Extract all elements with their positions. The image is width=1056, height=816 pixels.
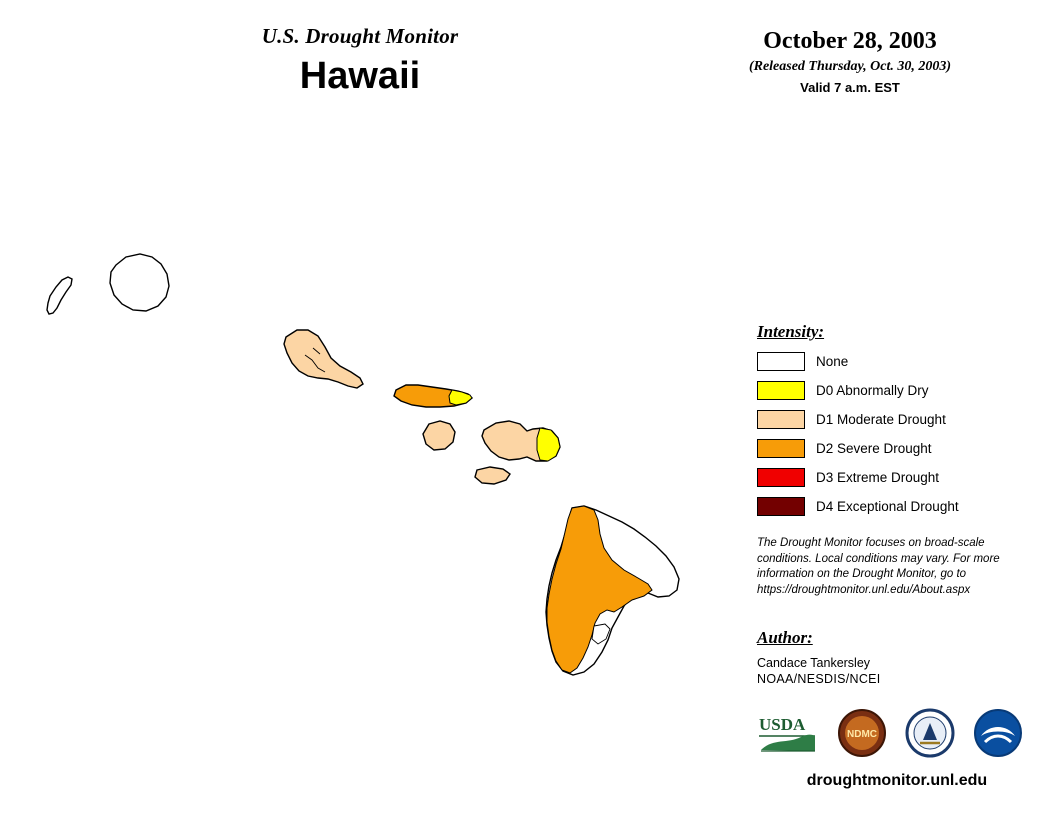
disclaimer-text: The Drought Monitor focuses on broad-scale conditions. Local conditions may vary. For more information on the Drought Monitor, go to https://droughtmonitor.unl.edu/About.aspx: [757, 537, 1000, 596]
legend-item-d1: [757, 408, 1037, 431]
legend-swatch-d3: [757, 468, 805, 487]
molokai-d0-east: [449, 390, 472, 405]
island-kahoolawe: [475, 467, 510, 484]
legend: [757, 322, 1037, 524]
author-name: Candace Tankersley: [757, 656, 871, 670]
legend-swatch-d1: [757, 410, 805, 429]
footer-url[interactable]: droughtmonitor.unl.edu: [806, 772, 988, 789]
author-block: [757, 628, 1027, 686]
author-title: Author:: [757, 628, 813, 647]
svg-text:NDMC: NDMC: [847, 728, 877, 740]
legend-item-d2: [757, 437, 1037, 460]
hawaii-drought-map: [0, 120, 740, 720]
legend-label-d2: D2 Severe Drought: [816, 441, 932, 456]
map-date: October 28, 2003: [763, 28, 937, 54]
release-date: (Released Thursday, Oct. 30, 2003): [748, 59, 952, 74]
island-kauai: [110, 254, 169, 311]
legend-swatch-d4: [757, 497, 805, 516]
svg-text:USDA: USDA: [759, 714, 806, 734]
legend-item-d3: [757, 466, 1037, 489]
legend-label-d4: D4 Exceptional Drought: [816, 499, 959, 514]
legend-label-d0: D0 Abnormally Dry: [816, 383, 929, 398]
legend-item-d4: [757, 495, 1037, 518]
legend-label-d3: D3 Extreme Drought: [816, 470, 940, 485]
island-niihau: [47, 277, 72, 314]
legend-swatch-d2: [757, 439, 805, 458]
noaa-logo: [973, 708, 1023, 763]
legend-label-d1: D1 Moderate Drought: [816, 412, 946, 427]
title-block: [150, 24, 570, 98]
legend-swatch-none: [757, 352, 805, 371]
noaa-seal-logo: [905, 708, 955, 763]
logo-row: [757, 706, 1037, 764]
ndmc-logo: [837, 708, 887, 763]
valid-time: Valid 7 a.m. EST: [800, 80, 900, 95]
page-title: U.S. Drought Monitor: [261, 24, 459, 48]
legend-item-none: [757, 350, 1037, 373]
legend-title: Intensity:: [757, 322, 825, 341]
legend-item-d0: [757, 379, 1037, 402]
date-block: [680, 28, 1020, 95]
usda-logo: [757, 710, 819, 761]
legend-label-none: None: [816, 354, 849, 369]
island-lanai: [423, 421, 455, 450]
legend-swatch-d0: [757, 381, 805, 400]
author-org: NOAA/NESDIS/NCEI: [757, 672, 881, 686]
island-oahu: [284, 330, 363, 388]
state-title: Hawaii: [299, 55, 421, 97]
